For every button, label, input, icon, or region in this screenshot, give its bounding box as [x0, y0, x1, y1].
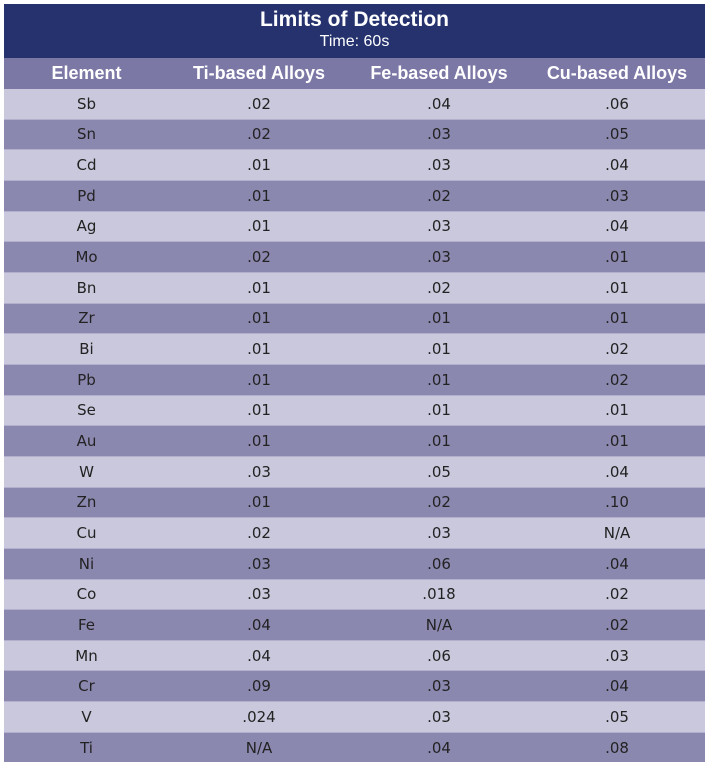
table-row: [4, 334, 705, 365]
cu-alloys-cell: .04: [529, 211, 705, 242]
ti-alloys-cell: .01: [169, 150, 349, 181]
table-row: [4, 702, 705, 733]
cu-alloys-cell: .02: [529, 610, 705, 641]
ti-alloys-cell: .03: [169, 456, 349, 487]
detection-limits-panel: [4, 4, 705, 762]
page-title: Limits of Detection: [259, 8, 449, 31]
ti-alloys-cell: .01: [169, 272, 349, 303]
ti-alloys-cell: .03: [169, 548, 349, 579]
element-cell: Ni: [4, 548, 169, 579]
ti-alloys-cell: .04: [169, 640, 349, 671]
table-row: [4, 548, 705, 579]
fe-alloys-cell: .02: [349, 272, 529, 303]
ti-alloys-cell: .02: [169, 242, 349, 273]
cu-alloys-cell: .02: [529, 579, 705, 610]
cu-alloys-cell: .01: [529, 426, 705, 457]
element-cell: Sb: [4, 89, 169, 119]
cu-alloys-cell: .01: [529, 242, 705, 273]
cu-alloys-cell: .03: [529, 180, 705, 211]
table-body: [4, 89, 705, 762]
element-cell: Mn: [4, 640, 169, 671]
table-row: [4, 487, 705, 518]
ti-alloys-cell: .02: [169, 518, 349, 549]
table-row: [4, 610, 705, 641]
cu-alloys-cell: N/A: [529, 518, 705, 549]
element-cell: Cd: [4, 150, 169, 181]
ti-alloys-cell: .03: [169, 579, 349, 610]
fe-alloys-cell: .01: [349, 395, 529, 426]
ti-alloys-cell: .01: [169, 180, 349, 211]
element-cell: Fe: [4, 610, 169, 641]
fe-alloys-cell: .03: [349, 211, 529, 242]
element-cell: Co: [4, 579, 169, 610]
fe-alloys-cell: .03: [349, 702, 529, 733]
element-cell: Se: [4, 395, 169, 426]
table-row: [4, 303, 705, 334]
cu-alloys-cell: .02: [529, 364, 705, 395]
cu-alloys-cell: .05: [529, 119, 705, 150]
table-row: [4, 640, 705, 671]
ti-alloys-cell: .02: [169, 119, 349, 150]
fe-alloys-cell: .02: [349, 180, 529, 211]
table-row: [4, 211, 705, 242]
ti-alloys-cell: N/A: [169, 732, 349, 762]
cu-alloys-cell: .04: [529, 671, 705, 702]
element-cell: Cu: [4, 518, 169, 549]
page-subtitle: Time: 60s: [319, 33, 390, 50]
element-cell: Pd: [4, 180, 169, 211]
table-row: [4, 89, 705, 119]
fe-alloys-cell: .01: [349, 303, 529, 334]
table-row: [4, 119, 705, 150]
fe-alloys-cell: .01: [349, 334, 529, 365]
element-cell: W: [4, 456, 169, 487]
cu-alloys-cell: .01: [529, 395, 705, 426]
fe-alloys-cell: .06: [349, 548, 529, 579]
element-cell: Zn: [4, 487, 169, 518]
fe-alloys-cell: .018: [349, 579, 529, 610]
column-header-cu-alloys: Cu-based Alloys: [529, 58, 705, 89]
table-row: [4, 272, 705, 303]
element-cell: Pb: [4, 364, 169, 395]
cu-alloys-cell: .01: [529, 272, 705, 303]
ti-alloys-cell: .02: [169, 89, 349, 119]
table-row: [4, 426, 705, 457]
fe-alloys-cell: .04: [349, 89, 529, 119]
element-cell: Ag: [4, 211, 169, 242]
element-cell: Au: [4, 426, 169, 457]
fe-alloys-cell: .03: [349, 119, 529, 150]
cu-alloys-cell: .04: [529, 456, 705, 487]
fe-alloys-cell: .06: [349, 640, 529, 671]
element-cell: V: [4, 702, 169, 733]
column-header-element: Element: [4, 58, 169, 89]
cu-alloys-cell: .03: [529, 640, 705, 671]
table-header-row: [4, 58, 705, 89]
ti-alloys-cell: .04: [169, 610, 349, 641]
ti-alloys-cell: .01: [169, 364, 349, 395]
element-cell: Sn: [4, 119, 169, 150]
element-cell: Zr: [4, 303, 169, 334]
element-cell: Cr: [4, 671, 169, 702]
ti-alloys-cell: .024: [169, 702, 349, 733]
ti-alloys-cell: .01: [169, 334, 349, 365]
cu-alloys-cell: .04: [529, 150, 705, 181]
fe-alloys-cell: .05: [349, 456, 529, 487]
ti-alloys-cell: .01: [169, 487, 349, 518]
table-row: [4, 242, 705, 273]
fe-alloys-cell: .01: [349, 426, 529, 457]
fe-alloys-cell: N/A: [349, 610, 529, 641]
ti-alloys-cell: .01: [169, 426, 349, 457]
cu-alloys-cell: .08: [529, 732, 705, 762]
cu-alloys-cell: .02: [529, 334, 705, 365]
table-row: [4, 364, 705, 395]
ti-alloys-cell: .01: [169, 211, 349, 242]
table-row: [4, 180, 705, 211]
column-header-ti-alloys: Ti-based Alloys: [169, 58, 349, 89]
fe-alloys-cell: .04: [349, 732, 529, 762]
table-row: [4, 395, 705, 426]
element-cell: Ti: [4, 732, 169, 762]
fe-alloys-cell: .03: [349, 242, 529, 273]
cu-alloys-cell: .05: [529, 702, 705, 733]
detection-limits-table: [4, 58, 705, 762]
fe-alloys-cell: .01: [349, 364, 529, 395]
table-row: [4, 518, 705, 549]
ti-alloys-cell: .01: [169, 395, 349, 426]
cu-alloys-cell: .10: [529, 487, 705, 518]
fe-alloys-cell: .03: [349, 518, 529, 549]
title-bar: [4, 4, 705, 58]
table-row: [4, 732, 705, 762]
fe-alloys-cell: .03: [349, 671, 529, 702]
table-row: [4, 150, 705, 181]
element-cell: Bi: [4, 334, 169, 365]
table-row: [4, 579, 705, 610]
element-cell: Bn: [4, 272, 169, 303]
element-cell: Mo: [4, 242, 169, 273]
ti-alloys-cell: .01: [169, 303, 349, 334]
column-header-fe-alloys: Fe-based Alloys: [349, 58, 529, 89]
fe-alloys-cell: .03: [349, 150, 529, 181]
table-row: [4, 456, 705, 487]
table-row: [4, 671, 705, 702]
ti-alloys-cell: .09: [169, 671, 349, 702]
cu-alloys-cell: .06: [529, 89, 705, 119]
cu-alloys-cell: .01: [529, 303, 705, 334]
cu-alloys-cell: .04: [529, 548, 705, 579]
fe-alloys-cell: .02: [349, 487, 529, 518]
